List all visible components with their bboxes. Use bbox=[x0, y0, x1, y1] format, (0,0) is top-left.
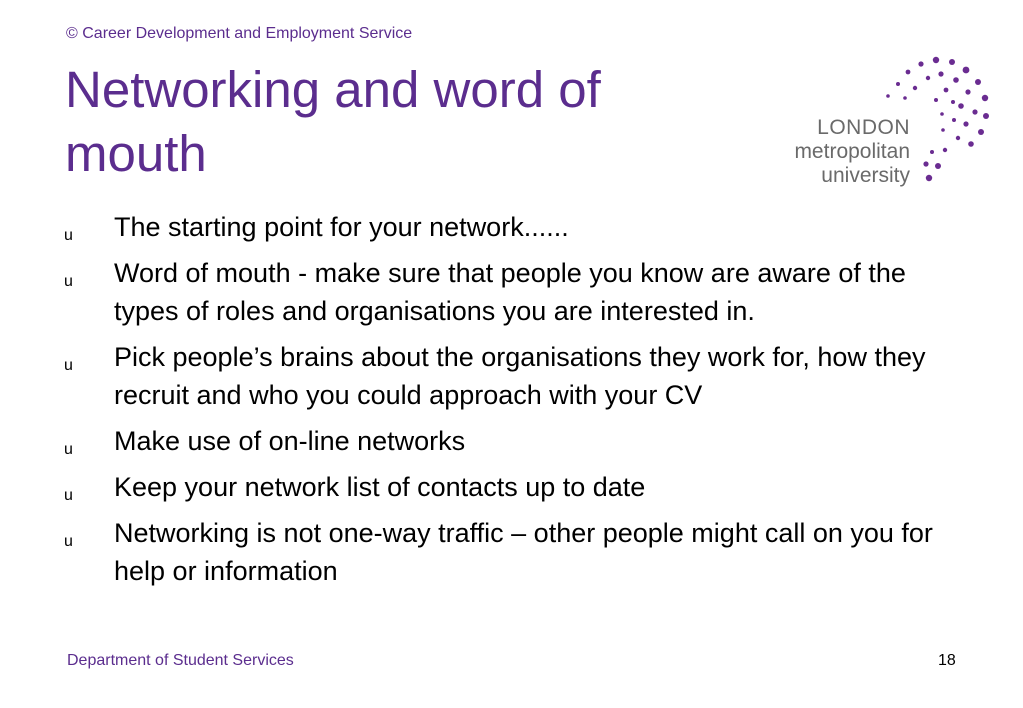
bullet-marker: u bbox=[64, 357, 73, 374]
bullet-item bbox=[64, 208, 964, 246]
bullet-list bbox=[64, 208, 964, 598]
logo-line-london: LONDON bbox=[817, 116, 910, 139]
bullet-text: Word of mouth - make sure that people you know are aware of the types of roles and organisations you are interested in. bbox=[114, 258, 906, 326]
bullet-marker: u bbox=[64, 227, 73, 244]
london-met-logo bbox=[778, 52, 998, 192]
bullet-item bbox=[64, 422, 964, 460]
bullet-text: Make use of on-line networks bbox=[114, 426, 466, 456]
bullet-item bbox=[64, 254, 964, 330]
logo-line-metropolitan: metropolitan bbox=[794, 140, 910, 163]
bullet-marker: u bbox=[64, 487, 73, 504]
bullet-item bbox=[64, 468, 964, 506]
bullet-marker: u bbox=[64, 441, 73, 458]
page-number: 18 bbox=[938, 652, 956, 669]
slide-title: Networking and word of mouth bbox=[65, 61, 601, 182]
copyright-notice: © Career Development and Employment Service bbox=[66, 25, 413, 42]
bullet-marker: u bbox=[64, 533, 73, 550]
bullet-item bbox=[64, 514, 964, 590]
footer-department: Department of Student Services bbox=[67, 652, 294, 669]
bullet-item bbox=[64, 338, 964, 414]
logo-line-university: university bbox=[821, 164, 910, 187]
bullet-text: Networking is not one-way traffic – other people might call on you for help or information bbox=[114, 518, 933, 586]
bullet-marker: u bbox=[64, 273, 73, 290]
bullet-text: Pick people’s brains about the organisations they work for, how they recruit and who you could approach with your CV bbox=[114, 342, 926, 410]
bullet-text: Keep your network list of contacts up to date bbox=[114, 472, 646, 502]
bullet-text: The starting point for your network...... bbox=[114, 212, 569, 242]
